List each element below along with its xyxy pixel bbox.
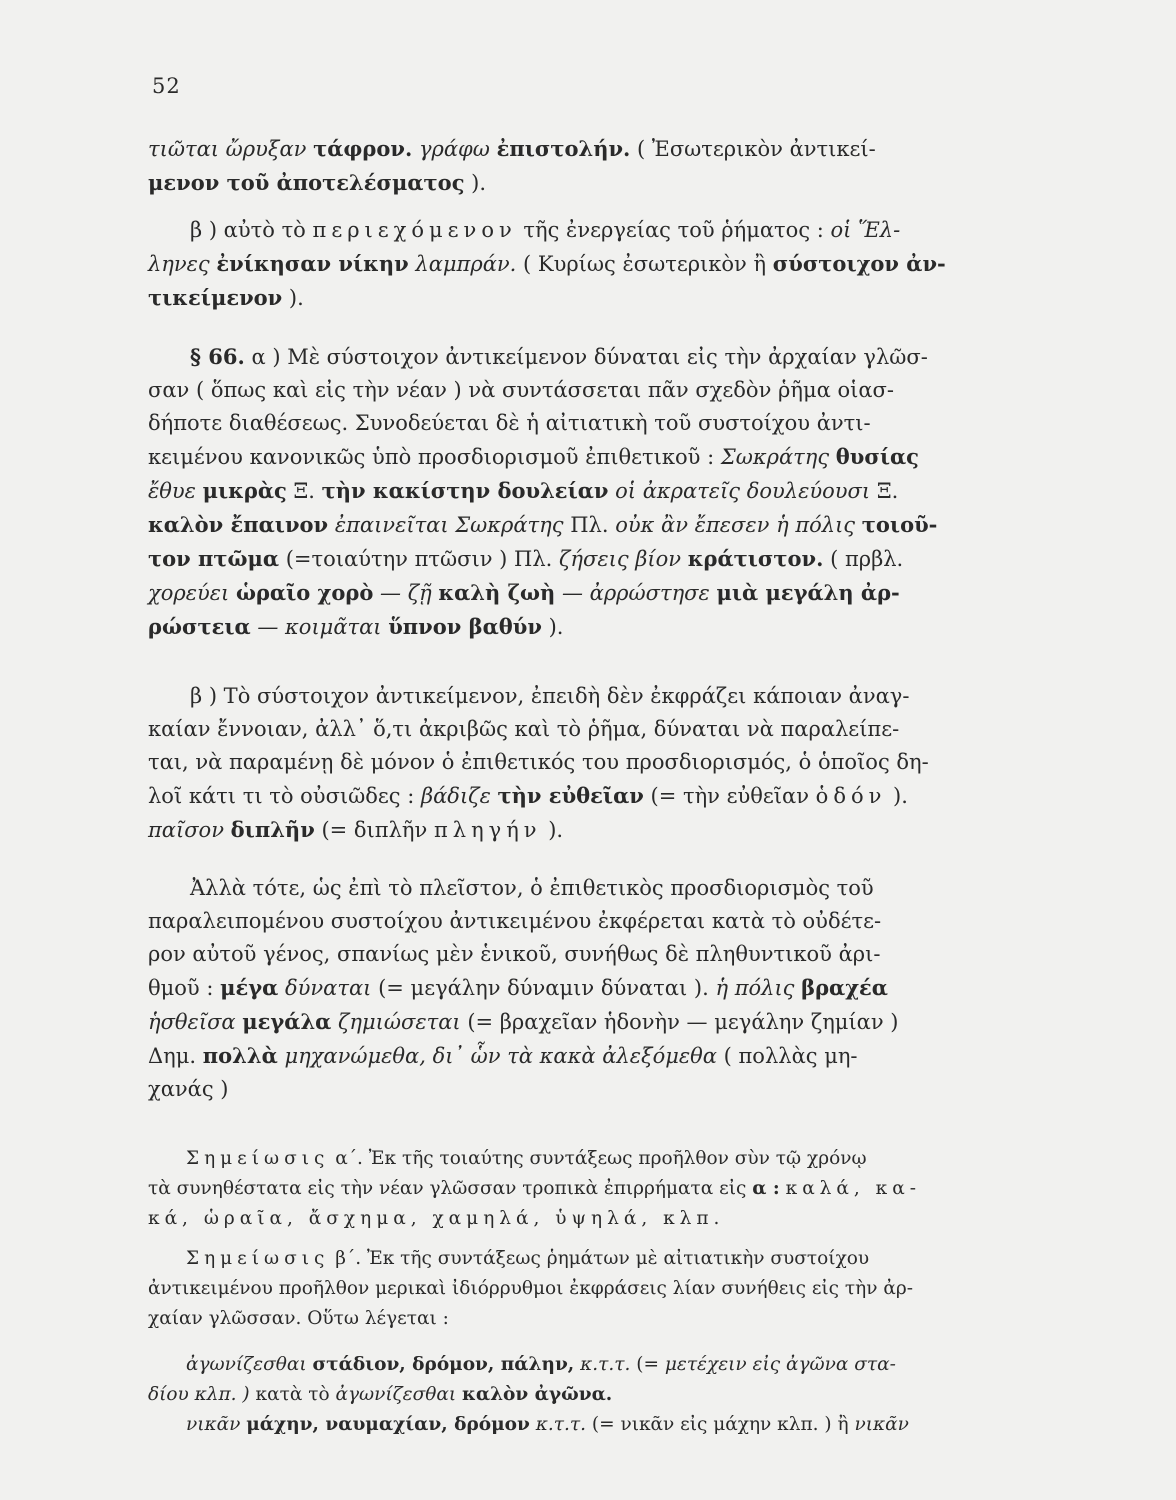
line	[148, 281, 1028, 315]
text-span: περιεχόμενον	[312, 218, 517, 242]
text-span: χορεύει	[148, 581, 230, 605]
note-beta	[148, 1244, 1028, 1334]
text-span: τάφρον.	[313, 136, 413, 161]
text-span: β ) αὐτὸ τὸ	[190, 218, 306, 242]
text-span: ἡ πόλις	[715, 976, 795, 1000]
line	[148, 779, 1028, 813]
text-span: Πλ.	[570, 513, 609, 537]
text-span: κατὰ τὸ	[255, 1384, 330, 1405]
text-span: (= μεγάλην δύναμιν δύναται ).	[378, 976, 709, 1000]
note-alpha	[148, 1144, 1028, 1234]
text-span: ( πρβλ.	[830, 547, 904, 571]
text-span: δύναται	[285, 976, 372, 1000]
line: παραλειπομένου συστοίχου ἀντικειμένου ἐκφέρεται κατὰ τὸ οὐδέτε-	[148, 909, 882, 933]
text-span: ( Κυρίως ἐσωτερικὸν ἢ	[523, 252, 767, 276]
text-span: α΄. Ἐκ τῆς τοιαύτης συντάξεως προῆλθον σὺν τῷ χρόνῳ	[335, 1148, 867, 1169]
paragraph-5	[148, 872, 1028, 1106]
text-span: παῖσον	[148, 818, 224, 842]
text-span: Σημείωσις	[186, 1248, 330, 1269]
line: Ἀλλὰ τότε, ὡς ἐπὶ τὸ πλεῖστον, ὁ ἐπιθετικὸς προσδιορισμὸς τοῦ	[190, 876, 874, 900]
line	[148, 610, 1028, 644]
text-span: λοῖ κάτι τι τὸ οὐσιῶδες :	[148, 784, 415, 808]
text-span: μεγάλα	[242, 1009, 332, 1034]
line: καίαν ἔννοιαν, ἀλλ᾽ ὅ,τι ἀκριβῶς καὶ τὸ ῥῆμα, δύναται νὰ παραλείπε-	[148, 717, 900, 741]
line: ἀντικειμένου προῆλθον μερικαὶ ἰδιόρρυθμοι ἐκφράσεις λίαν συνήθεις εἰς τὴν ἀρ-	[148, 1278, 913, 1299]
text-span: τοιοῦ-	[861, 512, 938, 537]
text-span: ἔθυε	[148, 479, 196, 503]
line: χανάς )	[148, 1077, 229, 1101]
text-span: Σημείωσις	[186, 1148, 330, 1169]
text-span: Ξ.	[293, 479, 315, 503]
text-span: κειμένου κανονικῶς ὑπὸ προσδιορισμοῦ ἐπιθετικοῦ :	[148, 445, 715, 469]
line: ρον αὐτοῦ γένος, σπανίως μὲν ἑνικοῦ, συνήθως δὲ πληθυντικοῦ ἀρι-	[148, 942, 881, 966]
text-span: ).	[464, 171, 487, 195]
text-span: βραχέα	[801, 975, 888, 1000]
text-span: ρώστεια	[148, 614, 251, 639]
text-span: τὴν κακίστην δουλείαν	[321, 478, 609, 503]
text-span: κράτιστον.	[687, 546, 824, 571]
line: χαίαν γλῶσσαν. Οὕτω λέγεται :	[148, 1308, 449, 1329]
page-number: 52	[152, 74, 181, 98]
text-span: λαμπράν.	[415, 252, 517, 276]
text-span: ἐπαινεῖται Σωκράτης	[334, 513, 564, 537]
text-span: τὴν εὐθεῖαν	[497, 783, 644, 808]
text-span: ( Ἐσωτερικὸν ἀντικεί-	[637, 137, 876, 161]
line	[148, 1144, 1028, 1174]
line	[148, 1410, 1028, 1440]
text-span: τῆς ἐνεργείας τοῦ ῥήματος :	[523, 218, 824, 242]
line: κά, ὡραῖα, ἄσχημα, χαμηλά, ὑψηλά, κλπ.	[148, 1208, 725, 1229]
line: β ) Τὸ σύστοιχον ἀντικείμενον, ἐπειδὴ δὲν ἐκφράζει κάποιαν ἀναγ-	[190, 684, 910, 708]
text-span: τὰ συνηθέστατα εἰς τὴν νέαν γλῶσσαν τροπικὰ ἐπιρρήματα εἰς	[148, 1178, 747, 1199]
text-span: (=	[636, 1354, 659, 1375]
paragraph-1	[148, 132, 1028, 200]
text-span: (= διπλῆν	[321, 818, 428, 842]
text-span: — κοιμᾶται	[257, 615, 382, 639]
line	[148, 576, 1028, 610]
line	[148, 132, 1028, 166]
text-span: α ) Μὲ σύστοιχον ἀντικείμενον δύναται εἰς τὴν ἀρχαίαν γλῶσ-	[251, 345, 928, 369]
section-number: § 66.	[190, 344, 245, 369]
text-span: ).	[282, 286, 304, 310]
text-span: καλά, κα-	[785, 1178, 921, 1199]
paragraph-2	[148, 214, 1028, 315]
text-span: πολλὰ	[202, 1043, 278, 1068]
text-span: μικρὰς	[202, 478, 287, 503]
text-span: Δημ.	[148, 1044, 197, 1068]
line: σαν ( ὅπως καὶ εἰς τὴν νέαν ) νὰ συντάσσεται πᾶν σχεδὸν ῥῆμα οἱασ-	[148, 378, 894, 402]
line	[148, 1244, 1028, 1274]
text-span: μηχανώμεθα, δι᾽ ὧν τὰ κακὰ ἀλεξόμεθα	[284, 1044, 717, 1068]
text-span: μιὰ μεγάλη ἀρ-	[716, 580, 900, 605]
text-span: καλὸν ἀγῶνα.	[461, 1384, 613, 1405]
text-span: τιῶται ὤρυξαν	[148, 137, 307, 161]
text-span: τον πτῶμα	[148, 546, 280, 571]
line	[148, 1039, 1028, 1073]
text-span: πληγήν	[433, 818, 542, 842]
line: δήποτε διαθέσεως. Συνοδεύεται δὲ ἡ αἰτιατικὴ τοῦ συστοίχου ἀντι-	[148, 411, 871, 435]
text-span: — ἀρρώστησε	[561, 581, 710, 605]
line	[148, 542, 1028, 576]
text-span: Ξ.	[876, 479, 899, 503]
line	[148, 971, 1028, 1005]
text-span: ζήσεις βίον	[559, 547, 682, 571]
line	[148, 440, 1028, 474]
text-span: ἀγωνίζεσθαι	[186, 1354, 307, 1375]
text-span: οἱ Ἕλ-	[830, 218, 901, 242]
text-span: ἀγωνίζεσθαι	[335, 1384, 457, 1405]
text-span: β΄. Ἐκ τῆς συντάξεως ῥημάτων μὲ αἰτιατικὴν συστοίχου	[335, 1248, 870, 1269]
text-span: μέγα	[220, 975, 279, 1000]
line	[148, 508, 1028, 542]
text-span: κ.τ.τ.	[535, 1414, 586, 1435]
text-span: καλὸν ἔπαινον	[148, 512, 329, 537]
text-span: ἡσθεῖσα	[148, 1010, 236, 1034]
text-span: οὐκ ἂν ἔπεσεν ἡ πόλις	[615, 513, 856, 537]
line	[148, 247, 1028, 281]
text-span: (=τοιαύτην πτῶσιν ) Πλ.	[285, 547, 553, 571]
line	[148, 1005, 1028, 1039]
text-span: (= βραχεῖαν ἡδονὴν — μεγάλην ζημίαν )	[467, 1010, 899, 1034]
text-span: — ζῇ	[380, 581, 432, 605]
text-span: καλὴ ζωὴ	[438, 580, 556, 605]
text-span: μετέχειν	[664, 1354, 747, 1375]
text-span: οἱ ἀκρατεῖς δουλεύουσι	[615, 479, 871, 503]
text-span: μάχην, ναυμαχίαν, δρόμον	[246, 1414, 530, 1435]
text-span: ἐνίκησαν νίκην	[216, 251, 409, 276]
text-span: ληνες	[148, 252, 210, 276]
text-span: ( πολλὰς μη-	[723, 1044, 858, 1068]
line: ται, νὰ παραμένῃ δὲ μόνον ὁ ἐπιθετικός του προσδιορισμός, ὁ ὁποῖος δη-	[148, 750, 929, 774]
text-span: (= τὴν εὐθεῖαν	[650, 784, 809, 808]
text-span: ἢ	[837, 1414, 849, 1435]
line	[148, 166, 1028, 200]
text-span: ἀγῶνα	[785, 1354, 849, 1375]
text-span: στάδιον, δρόμον, πάλην,	[312, 1354, 575, 1375]
text-span: ὕπνον βαθύν	[388, 614, 542, 639]
text-span: ).	[886, 784, 908, 808]
text-span: δίου κλπ. )	[148, 1384, 250, 1405]
line	[148, 1174, 1028, 1204]
text-span: γράφω	[418, 137, 490, 161]
text-span: στα-	[854, 1354, 896, 1375]
text-span: διπλῆν	[230, 817, 315, 842]
text-span: α :	[752, 1178, 780, 1199]
text-span: ὡραῖο χορὸ	[235, 580, 374, 605]
text-span: ὁδόν	[815, 784, 887, 808]
text-span: ).	[541, 615, 564, 639]
text-span: κ.τ.τ.	[580, 1354, 631, 1375]
paragraph-3	[148, 340, 1028, 644]
text-span: μενον τοῦ ἀποτελέσματος	[148, 170, 465, 195]
text-span: ).	[541, 818, 564, 842]
line	[148, 340, 1028, 374]
text-span: ἐπιστολήν.	[496, 136, 631, 161]
text-span: θυσίας	[835, 444, 919, 469]
line	[148, 214, 1028, 247]
examples	[148, 1350, 1028, 1440]
text-span: εἰς	[752, 1354, 781, 1375]
line	[148, 813, 1028, 847]
line	[148, 1380, 1028, 1410]
text-span: νικᾶν	[186, 1414, 241, 1435]
text-span: βάδιζε	[420, 784, 491, 808]
text-span: Σωκράτης	[720, 445, 830, 469]
text-span: (= νικᾶν εἰς μάχην κλπ. )	[591, 1414, 832, 1435]
text-span: σύστοιχον ἀν-	[772, 251, 946, 276]
line	[148, 474, 1028, 508]
paragraph-4	[148, 680, 1028, 847]
text-span: ζημιώσεται	[338, 1010, 461, 1034]
text-span: νικᾶν	[854, 1414, 909, 1435]
line	[148, 1350, 1028, 1380]
text-span: θμοῦ :	[148, 976, 214, 1000]
text-span: τικείμενον	[148, 285, 283, 310]
